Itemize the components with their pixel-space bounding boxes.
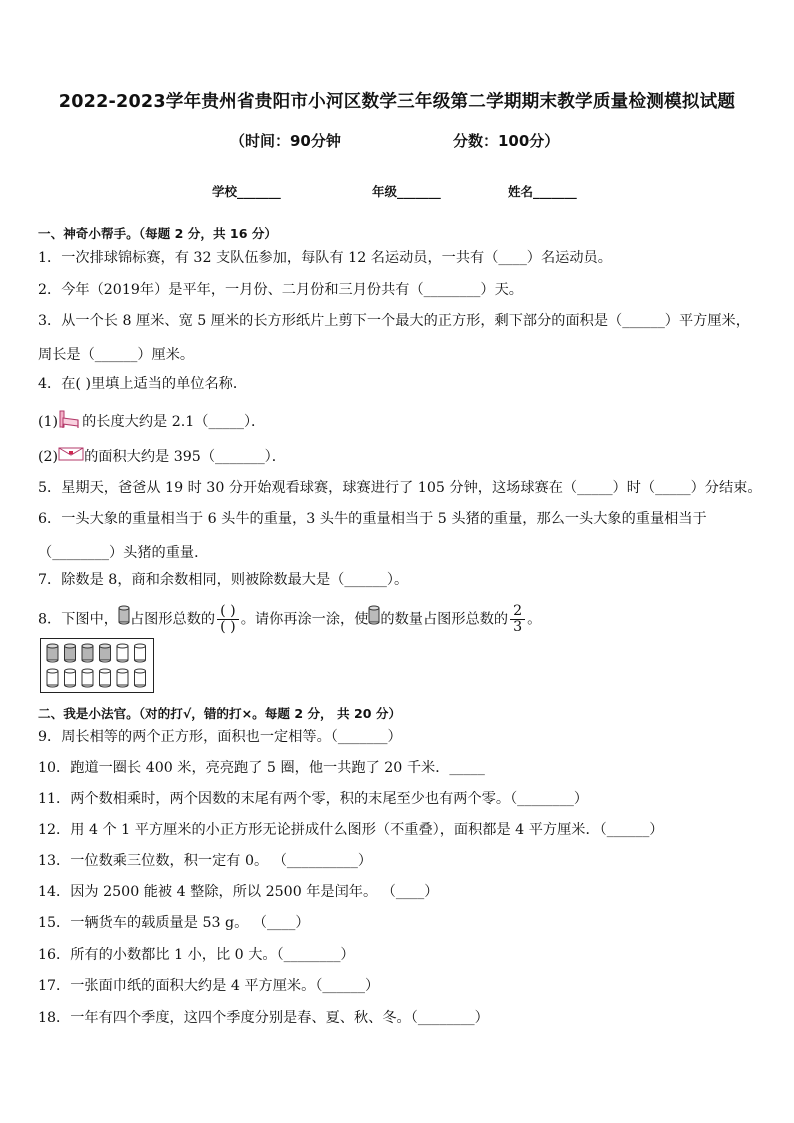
cylinder-blank[interactable] xyxy=(135,669,146,687)
question-11: 11．两个数相乘时，两个因数的末尾有两个零，积的末尾至少也有两个零。（________） xyxy=(38,791,589,807)
cylinder-blank[interactable] xyxy=(82,669,93,687)
question-8-part-d: 的数量占图形总数的 xyxy=(380,611,509,628)
cylinder-figure xyxy=(40,638,154,693)
exam-score: 分数：100分） xyxy=(453,132,560,150)
question-4: 4．在( )里填上适当的单位名称． xyxy=(38,376,248,392)
cylinder-blank[interactable] xyxy=(47,669,58,687)
question-14: 14．因为 2500 能被 4 整除，所以 2500 年是闰年。 （____） xyxy=(38,884,439,900)
student-info xyxy=(0,182,794,202)
question-8 xyxy=(38,604,541,635)
question-9: 9．周长相等的两个正方形，面积也一定相等。（_______） xyxy=(38,729,402,745)
target-fraction-numerator: 2 xyxy=(510,604,525,620)
cylinder-icon xyxy=(368,605,380,635)
question-17: 17．一张面巾纸的面积大约是 4 平方厘米。（______） xyxy=(38,978,380,994)
question-5: 5．星期天，爸爸从 19 时 30 分开始观看球赛，球赛进行了 105 分钟，这场球赛在（_____）时（_____）分结束。 xyxy=(38,480,762,496)
question-8-part-c: 。请你再涂一涂，使 xyxy=(240,611,369,628)
question-18: 18．一年有四个季度，这四个季度分别是春、夏、秋、冬。（________） xyxy=(38,1010,489,1026)
question-10: 10．跑道一圈长 400 米，亮亮跑了 5 圈，他一共跑了 20 千米．_____ xyxy=(38,760,485,776)
question-7: 7．除数是 8，商和余数相同，则被除数最大是（______）。 xyxy=(38,572,409,588)
question-8-part-e: 。 xyxy=(527,611,542,628)
question-8-part-b: 占图形总数的 xyxy=(129,611,216,628)
cylinder-blank[interactable] xyxy=(117,644,128,662)
question-4-2 xyxy=(38,446,286,468)
question-3: 3．从一个长 8 厘米、宽 5 厘米的长方形纸片上剪下一个最大的正方形，剩下部分的面积是（______）平方厘米，周长是（______）厘米。 xyxy=(38,313,750,363)
question-16: 16．所有的小数都比 1 小，比 0 大。（________） xyxy=(38,947,355,963)
exam-time: （时间：90分钟 xyxy=(230,132,341,150)
question-13: 13．一位数乘三位数，积一定有 0。 （__________） xyxy=(38,853,373,869)
blank-fraction[interactable] xyxy=(217,604,239,635)
question-1: 1．一次排球锦标赛，有 32 支队伍参加，每队有 12 名运动员，一共有（____）名运动员。 xyxy=(38,250,612,266)
question-4-1 xyxy=(38,408,265,436)
question-6: 6．一头大象的重量相当于 6 头牛的重量，3 头牛的重量相当于 5 头猪的重量，那么一头大象的重量相当于（________）头猪的重量． xyxy=(38,511,707,561)
cylinder-blank[interactable] xyxy=(100,669,111,687)
cylinder-blank[interactable] xyxy=(117,669,128,687)
exam-meta xyxy=(0,130,794,152)
section-2-heading: 二、我是小法官。（对的打√，错的打×。每题 2 分， 共 20 分） xyxy=(38,706,402,721)
grade-field[interactable]: 年级_______ xyxy=(372,184,441,199)
cylinder-shaded[interactable] xyxy=(100,644,111,662)
cylinder-blank[interactable] xyxy=(135,644,146,662)
blank-fraction-numerator: ( ) xyxy=(217,604,239,620)
question-4-1-text: 的长度大约是 2.1（_____）． xyxy=(82,414,266,430)
cylinder-blank[interactable] xyxy=(65,669,76,687)
question-4-2-text: 的面积大约是 395（_______）． xyxy=(84,449,286,465)
school-field[interactable]: 学校_______ xyxy=(212,184,281,199)
question-8-part-a: 8．下图中， xyxy=(38,611,118,628)
page-title: 2022-2023学年贵州省贵阳市小河区数学三年级第二学期期末教学质量检测模拟试题 xyxy=(58,92,736,112)
question-15: 15．一辆货车的载质量是 53 g。 （____） xyxy=(38,915,310,931)
cylinder-shaded[interactable] xyxy=(82,644,93,662)
blank-fraction-denominator: ( ) xyxy=(220,619,236,635)
name-field[interactable]: 姓名_______ xyxy=(508,184,577,199)
bed-icon xyxy=(58,408,82,436)
cylinder-grid xyxy=(41,639,153,692)
cylinder-shaded[interactable] xyxy=(65,644,76,662)
envelope-icon xyxy=(58,446,84,468)
section-1-heading: 一、神奇小帮手。（每题 2 分，共 16 分） xyxy=(38,226,278,241)
question-4-1-prefix: (1) xyxy=(38,414,59,430)
target-fraction-denominator: 3 xyxy=(513,619,523,635)
question-12: 12．用 4 个 1 平方厘米的小正方形无论拼成什么图形（不重叠），面积都是 4 平方厘米．（______） xyxy=(38,822,664,838)
cylinder-icon xyxy=(118,605,130,635)
target-fraction xyxy=(510,604,525,635)
question-2: 2．今年（2019年）是平年，一月份、二月份和三月份共有（________）天。 xyxy=(38,282,523,298)
cylinder-shaded[interactable] xyxy=(47,644,58,662)
question-4-2-prefix: (2) xyxy=(38,449,59,465)
